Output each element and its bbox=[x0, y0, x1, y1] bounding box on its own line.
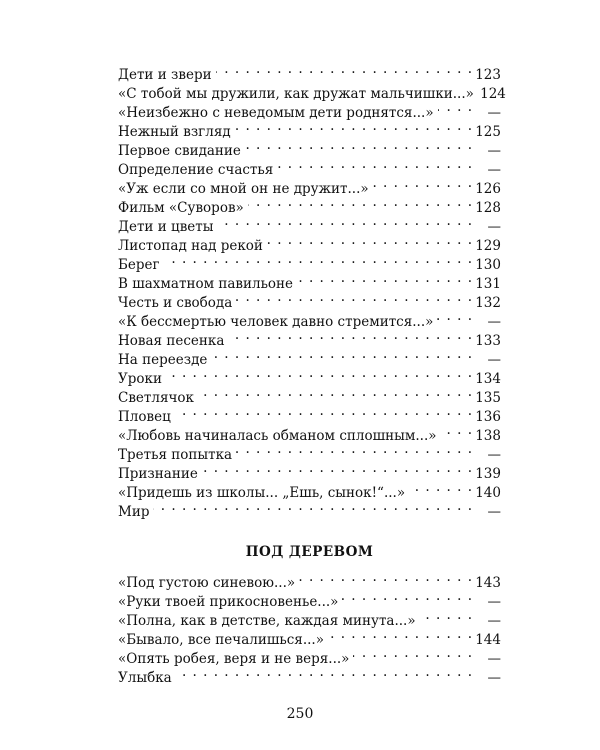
entry-page: 131 bbox=[475, 276, 501, 292]
dot-leader bbox=[438, 98, 473, 117]
section-table-of-contents bbox=[118, 568, 501, 686]
toc-entry bbox=[118, 269, 501, 292]
entry-title: Первое свидание bbox=[118, 143, 241, 159]
entry-title: На переезде bbox=[118, 352, 208, 368]
dot-leader bbox=[211, 345, 473, 364]
entry-page: 129 bbox=[475, 238, 501, 254]
dot-leader bbox=[164, 250, 473, 269]
entry-title: Светлячок bbox=[118, 390, 194, 406]
entry-title: «Опять робея, веря и не веря...» bbox=[118, 651, 350, 667]
toc-entry bbox=[118, 568, 501, 591]
entry-page: 125 bbox=[475, 124, 501, 140]
dot-leader bbox=[245, 136, 473, 155]
entry-page: 143 bbox=[475, 575, 501, 591]
entry-title: Дети и цветы bbox=[118, 219, 214, 235]
toc-entry bbox=[118, 383, 501, 406]
entry-title: Берег bbox=[118, 257, 160, 273]
entry-title: «Полна, как в детстве, каждая минута...» bbox=[118, 613, 416, 629]
entry-page: — bbox=[487, 613, 501, 629]
dot-leader bbox=[373, 174, 473, 193]
toc-entry bbox=[118, 421, 501, 444]
dot-leader bbox=[420, 606, 473, 625]
entry-page: — bbox=[487, 143, 501, 159]
toc-entry bbox=[118, 60, 501, 83]
entry-page: 126 bbox=[475, 181, 501, 197]
page-number: 250 bbox=[286, 706, 314, 722]
entry-title: Признание bbox=[118, 466, 198, 482]
entry-title: Улыбка bbox=[118, 670, 172, 686]
entry-title: «Уж если со мной он не дружит...» bbox=[118, 181, 369, 197]
entry-title: «Руки твоей прикосновенье...» bbox=[118, 594, 339, 610]
dot-leader bbox=[236, 440, 473, 459]
entry-page: — bbox=[487, 447, 501, 463]
entry-page: — bbox=[487, 352, 501, 368]
entry-title: Уроки bbox=[118, 371, 162, 387]
entry-title: «Придешь из школы... „Ешь, сынок!“...» bbox=[118, 485, 406, 501]
dot-leader bbox=[328, 625, 473, 644]
entry-page: 136 bbox=[475, 409, 501, 425]
dot-leader bbox=[353, 644, 473, 663]
toc-entry bbox=[118, 402, 501, 425]
entry-page: — bbox=[487, 219, 501, 235]
entry-page: 139 bbox=[475, 466, 501, 482]
entry-page: 130 bbox=[475, 257, 501, 273]
entry-page: 124 bbox=[480, 86, 506, 102]
entry-page: 133 bbox=[475, 333, 501, 349]
dot-leader bbox=[175, 402, 473, 421]
dot-leader bbox=[267, 231, 473, 250]
entry-page: — bbox=[487, 670, 501, 686]
entry-page: 134 bbox=[475, 371, 501, 387]
entry-title: «Под густою синевою...» bbox=[118, 575, 296, 591]
entry-page: — bbox=[487, 504, 501, 520]
dot-leader bbox=[409, 478, 473, 497]
dot-leader bbox=[277, 155, 473, 174]
toc-entry bbox=[118, 250, 501, 273]
dot-leader bbox=[166, 364, 473, 383]
dot-leader bbox=[202, 459, 473, 478]
entry-page: — bbox=[487, 594, 501, 610]
dot-leader bbox=[299, 568, 473, 587]
dot-leader bbox=[248, 193, 473, 212]
entry-title: Определение счастья bbox=[118, 162, 274, 178]
entry-page: 128 bbox=[475, 200, 501, 216]
toc-entry bbox=[118, 364, 501, 387]
dot-leader bbox=[218, 212, 474, 231]
entry-title: «Бывало, все печалишься...» bbox=[118, 632, 324, 648]
entry-title: Третья попытка bbox=[118, 447, 233, 463]
entry-page: — bbox=[487, 105, 501, 121]
entry-title: «С тобой мы дружили, как дружат мальчишки...» bbox=[118, 86, 474, 102]
dot-leader bbox=[176, 663, 473, 682]
toc-entry bbox=[118, 663, 501, 686]
entry-page: 123 bbox=[475, 67, 501, 83]
entry-title: В шахматном павильоне bbox=[118, 276, 294, 292]
entry-title: «Неизбежно с неведомым дети роднятся...» bbox=[118, 105, 434, 121]
entry-page: — bbox=[487, 162, 501, 178]
dot-leader bbox=[228, 326, 473, 345]
dot-leader bbox=[236, 288, 473, 307]
dot-leader bbox=[441, 421, 473, 440]
entry-page: 144 bbox=[475, 632, 501, 648]
dot-leader bbox=[342, 587, 473, 606]
dot-leader bbox=[297, 269, 473, 288]
table-of-contents bbox=[118, 60, 506, 520]
entry-title: Честь и свобода bbox=[118, 295, 233, 311]
entry-title: Новая песенка bbox=[118, 333, 225, 349]
entry-page: 140 bbox=[475, 485, 501, 501]
dot-leader bbox=[437, 307, 473, 326]
dot-leader bbox=[153, 497, 473, 516]
dot-leader bbox=[216, 60, 473, 79]
entry-page: 138 bbox=[475, 428, 501, 444]
entry-page: 132 bbox=[475, 295, 501, 311]
dot-leader bbox=[235, 117, 473, 136]
entry-title: Пловец bbox=[118, 409, 171, 425]
dot-leader bbox=[198, 383, 473, 402]
entry-page: — bbox=[487, 314, 501, 330]
toc-entry bbox=[118, 497, 501, 520]
entry-title: «Любовь начиналась обманом сплошным...» bbox=[118, 428, 437, 444]
entry-title: Нежный взгляд bbox=[118, 124, 231, 140]
entry-page: — bbox=[487, 651, 501, 667]
entry-title: Фильм «Суворов» bbox=[118, 200, 244, 216]
entry-title: Мир bbox=[118, 504, 150, 520]
entry-title: «К бессмертью человек давно стремится...» bbox=[118, 314, 434, 330]
entry-title: Дети и звери bbox=[118, 67, 212, 83]
entry-page: 135 bbox=[475, 390, 501, 406]
entry-title: Листопад над рекой bbox=[118, 238, 263, 254]
section-title: ПОД ДЕРЕВОМ bbox=[245, 544, 374, 560]
